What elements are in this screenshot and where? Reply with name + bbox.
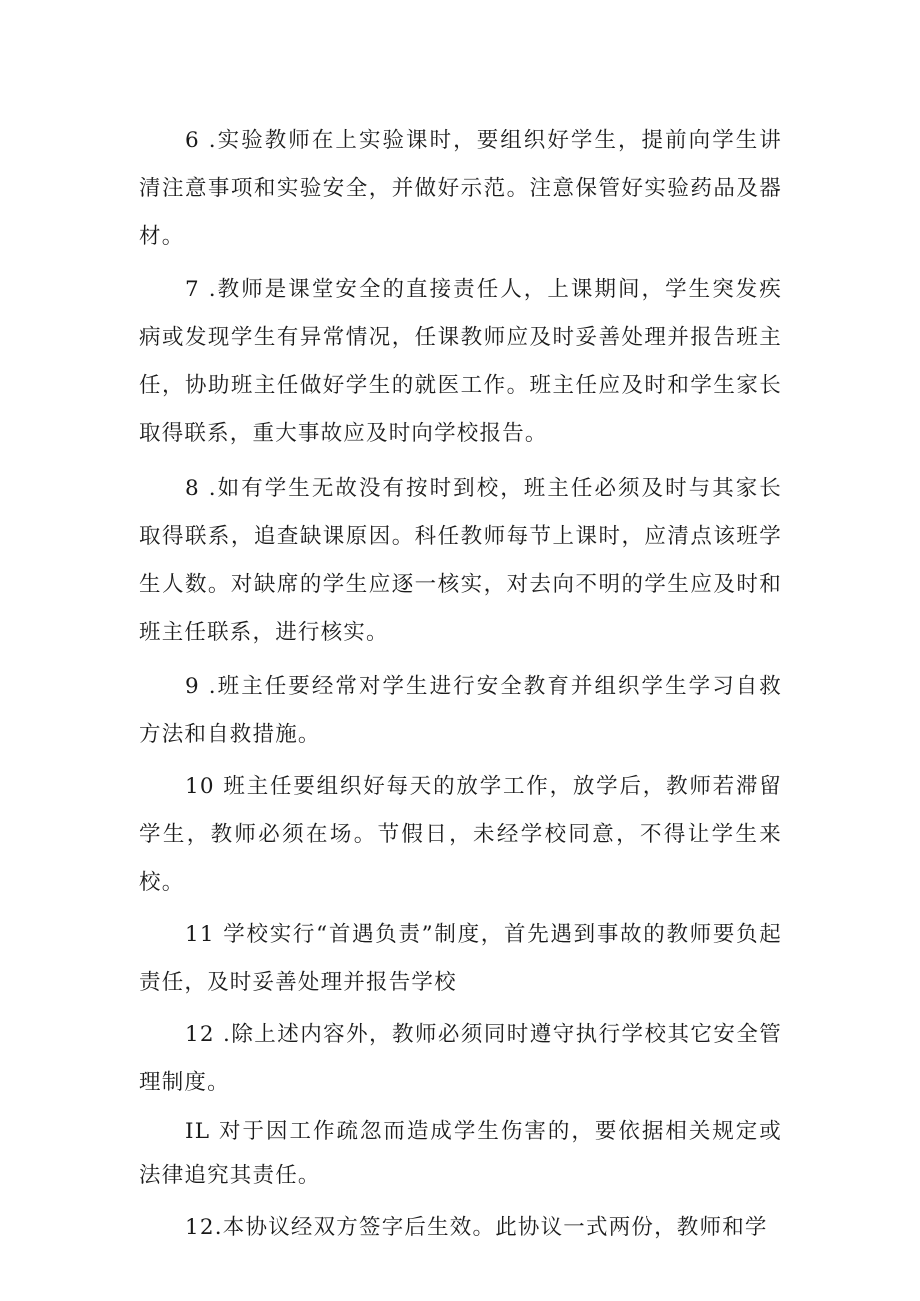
paragraph-item-il: IL 对于因工作疏忽而造成学生伤害的，要依据相关规定或法律追究其责任。 (139, 1119, 782, 1188)
paragraph-item-12-agreement: 12.本协议经双方签字后生效。此协议一式两份，教师和学 (185, 1215, 768, 1240)
paragraph-item-8: 8 .如有学生无故没有按时到校，班主任必须及时与其家长取得联系，追查缺课原因。科任教师每节上课时，应清点该班学生人数。对缺席的学生应逐一核实，对去向不明的学生应及时和班主任联系，进行核实。 (139, 476, 782, 645)
paragraph-item-10: 10 班主任要组织好每天的放学工作，放学后，教师若滞留学生，教师必须在场。节假日，未经学校同意，不得让学生来校。 (139, 774, 782, 895)
paragraph-item-12: 12 .除上述内容外，教师必须同时遵守执行学校其它安全管理制度。 (139, 1022, 782, 1095)
paragraph-item-6: 6 .实验教师在上实验课时，要组织好学生，提前向学生讲清注意事项和实验安全，并做好示范。注意保管好实验药品及器材。 (139, 128, 782, 249)
paragraph-item-7: 7 .教师是课堂安全的直接责任人，上课期间，学生突发疾病或发现学生有异常情况，任课教师应及时妥善处理并报告班主任，协助班主任做好学生的就医工作。班主任应及时和学生家长取得联系，重大事故应及时向学校报告。 (139, 277, 782, 446)
paragraph-item-11: 11 学校实行“首遇负责”制度，首先遇到事故的教师要负起责任，及时妥善处理并报告学校 (139, 922, 782, 995)
document-body (139, 117, 782, 1252)
paragraph-item-9: 9 .班主任要经常对学生进行安全教育并组织学生学习自救方法和自救措施。 (139, 674, 782, 747)
